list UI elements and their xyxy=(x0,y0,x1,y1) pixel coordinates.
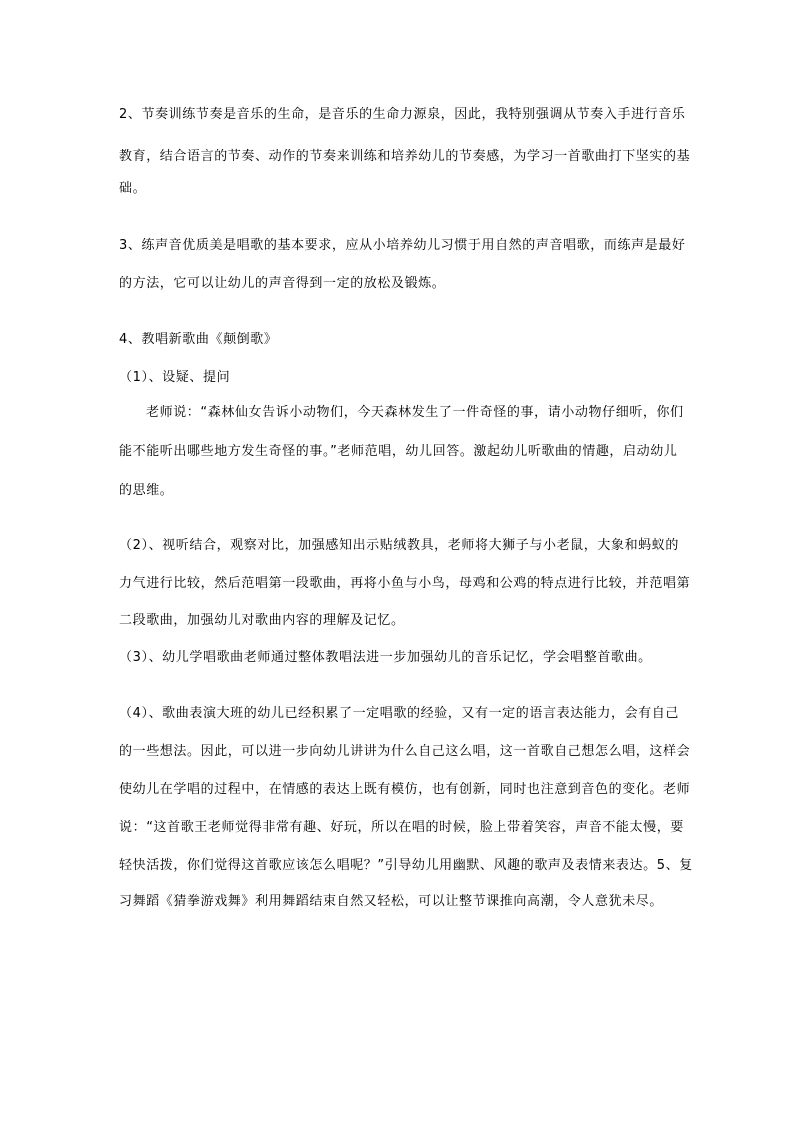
step-4-line-4: 说：“这首歌王老师觉得非常有趣、好玩，所以在唱的时候，脸上带着笑容，声音不能太慢，要 xyxy=(119,820,684,835)
paragraph-2-line-3: 础。 xyxy=(119,181,147,196)
step-1-body-line-2: 能不能听出哪些地方发生奇怪的事。”老师范唱，幼儿回答。激起幼儿听歌曲的情趣，启动幼儿 xyxy=(119,444,678,459)
step-4-line-3: 使幼儿在学唱的过程中，在情感的表达上既有模仿，也有创新，同时也注意到音色的变化。老师 xyxy=(119,782,691,797)
step-4-line-2: 的一些想法。因此，可以进一步向幼儿讲讲为什么自己这么唱，这一首歌自己想怎么唱，这样会 xyxy=(119,744,691,759)
step-4-line-6: 习舞蹈《猜拳游戏舞》利用舞蹈结束自然又轻松，可以让整节课推向高潮，令人意犹未尽。 xyxy=(119,894,664,909)
step-4-line-5: 轻快活拨，你们觉得这首歌应该怎么唱呢？”引导幼儿用幽默、风趣的歌声及表情来表达。5、复 xyxy=(119,858,693,873)
paragraph-2-line-1: 2、节奏训练节奏是音乐的生命，是音乐的生命力源泉，因此，我特别强调从节奏入手进行音乐 xyxy=(119,107,686,122)
paragraph-3-line-1: 3、练声音优质美是唱歌的基本要求，应从小培养幼儿习惯于用自然的声音唱歌，而练声是最好 xyxy=(119,238,686,253)
step-2-line-3: 二段歌曲，加强幼儿对歌曲内容的理解及记忆。 xyxy=(119,613,405,628)
paragraph-4-heading: 4、教唱新歌曲《颠倒歌》 xyxy=(119,332,278,347)
step-2-line-2: 力气进行比较，然后范唱第一段歌曲，再将小鱼与小鸟，母鸡和公鸡的特点进行比较，并范唱第 xyxy=(119,576,691,591)
paragraph-3-line-2: 的方法，它可以让幼儿的声音得到一定的放松及锻炼。 xyxy=(119,276,446,291)
paragraph-2-line-2: 教育，结合语言的节奏、动作的节奏来训练和培养幼儿的节奏感，为学习一首歌曲打下坚实的基 xyxy=(119,149,691,164)
step-4-line-1: （4）、歌曲表演大班的幼儿已经积累了一定唱歌的经验，又有一定的语言表达能力，会有自己 xyxy=(119,706,679,721)
step-1-body-line-3: 的思维。 xyxy=(119,483,174,498)
step-1-heading: （1）、设疑、提问 xyxy=(119,370,231,385)
step-3-line-1: （3）、幼儿学唱歌曲老师通过整体教唱法进一步加强幼儿的音乐记忆，学会唱整首歌曲。 xyxy=(119,650,652,665)
step-1-body-line-1: 老师说：“森林仙女告诉小动物们，今天森林发生了一件奇怪的事，请小动物仔细听，你们 xyxy=(146,405,684,420)
step-2-line-1: （2）、视听结合，观察对比，加强感知出示贴绒教具，老师将大狮子与小老鼠，大象和蚂蚁的 xyxy=(119,538,679,553)
